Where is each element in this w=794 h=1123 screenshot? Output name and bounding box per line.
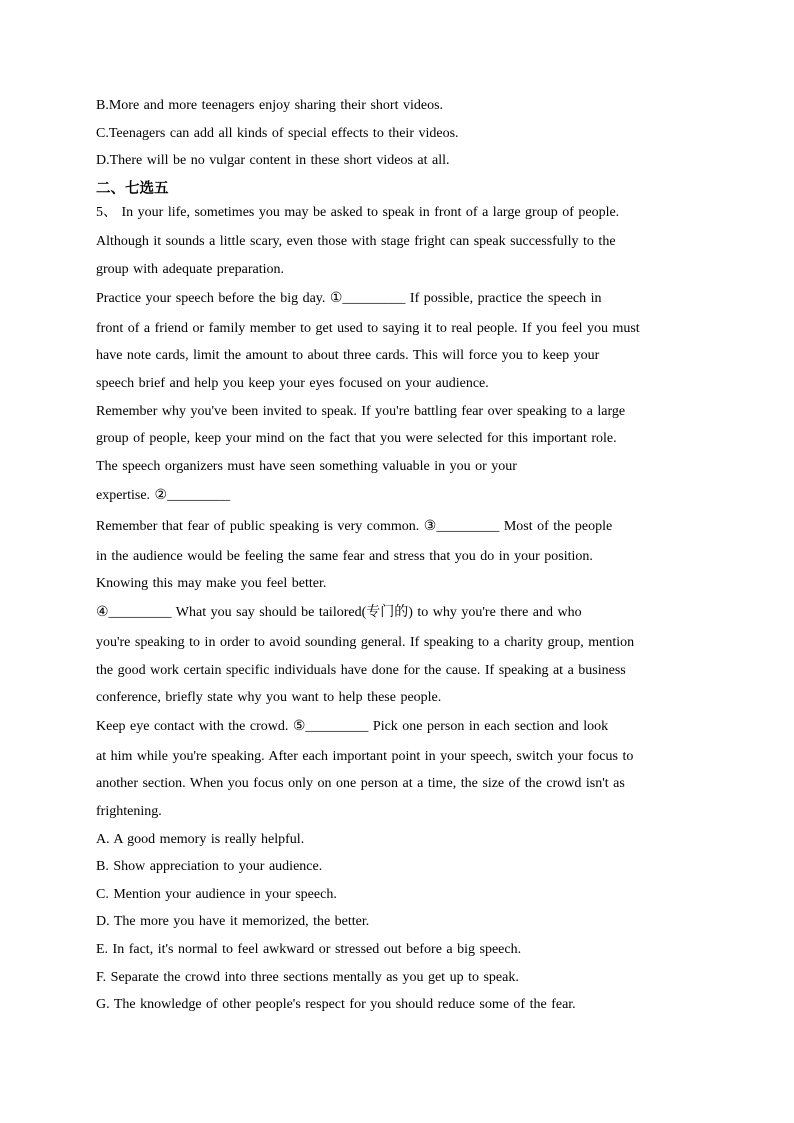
passage-line: Although it sounds a little scary, even those with stage fright can speak successfully to the [96, 234, 616, 249]
passage-line: front of a friend or family member to get used to saying it to real people. If you feel you must [96, 321, 640, 336]
passage-line: Keep eye contact with the crowd. ⑤_________ Pick one person in each section and look [96, 719, 609, 734]
passage-line: frightening. [96, 804, 162, 819]
passage-line: 5、 In your life, sometimes you may be asked to speak in front of a large group of people. [96, 205, 620, 220]
passage-line: ④_________ What you say should be tailored(专门的) to why you're there and who [96, 605, 582, 620]
passage-line: group of people, keep your mind on the fact that you were selected for this important role. [96, 431, 617, 446]
passage-line: expertise. ②_________ [96, 488, 231, 503]
option-f: F. Separate the crowd into three sections mentally as you get up to speak. [96, 970, 519, 985]
option-c: C. Mention your audience in your speech. [96, 887, 337, 902]
prev-option-c: C.Teenagers can add all kinds of special effects to their videos. [96, 126, 459, 141]
passage-line: group with adequate preparation. [96, 262, 285, 277]
passage-line: conference, briefly state why you want to help these people. [96, 690, 442, 705]
passage-line: Remember why you've been invited to speak. If you're battling fear over speaking to a large [96, 404, 626, 419]
passage-line: have note cards, limit the amount to about three cards. This will force you to keep your [96, 348, 600, 363]
passage-line: Practice your speech before the big day. ①_________ If possible, practice the speech in [96, 291, 602, 306]
section-heading: 二、七选五 [96, 181, 169, 197]
passage-line: in the audience would be feeling the same fear and stress that you do in your position. [96, 549, 593, 564]
passage-line: Knowing this may make you feel better. [96, 576, 327, 591]
passage-line: another section. When you focus only on one person at a time, the size of the crowd isn't as [96, 776, 625, 791]
prev-option-d: D.There will be no vulgar content in these short videos at all. [96, 153, 450, 168]
passage-line: you're speaking to in order to avoid sounding general. If speaking to a charity group, mention [96, 635, 635, 650]
prev-option-b: B.More and more teenagers enjoy sharing their short videos. [96, 98, 444, 113]
passage-line: The speech organizers must have seen something valuable in you or your [96, 459, 517, 474]
option-b: B. Show appreciation to your audience. [96, 859, 323, 874]
passage-line: Remember that fear of public speaking is very common. ③_________ Most of the people [96, 519, 613, 534]
option-e: E. In fact, it's normal to feel awkward or stressed out before a big speech. [96, 942, 522, 957]
passage-line: the good work certain specific individuals have done for the cause. If speaking at a business [96, 663, 626, 678]
passage-line: speech brief and help you keep your eyes focused on your audience. [96, 376, 489, 391]
passage-line: at him while you're speaking. After each important point in your speech, switch your focus to [96, 749, 634, 764]
option-a: A. A good memory is really helpful. [96, 832, 305, 847]
option-g: G. The knowledge of other people's respect for you should reduce some of the fear. [96, 997, 576, 1012]
option-d: D. The more you have it memorized, the better. [96, 914, 370, 929]
